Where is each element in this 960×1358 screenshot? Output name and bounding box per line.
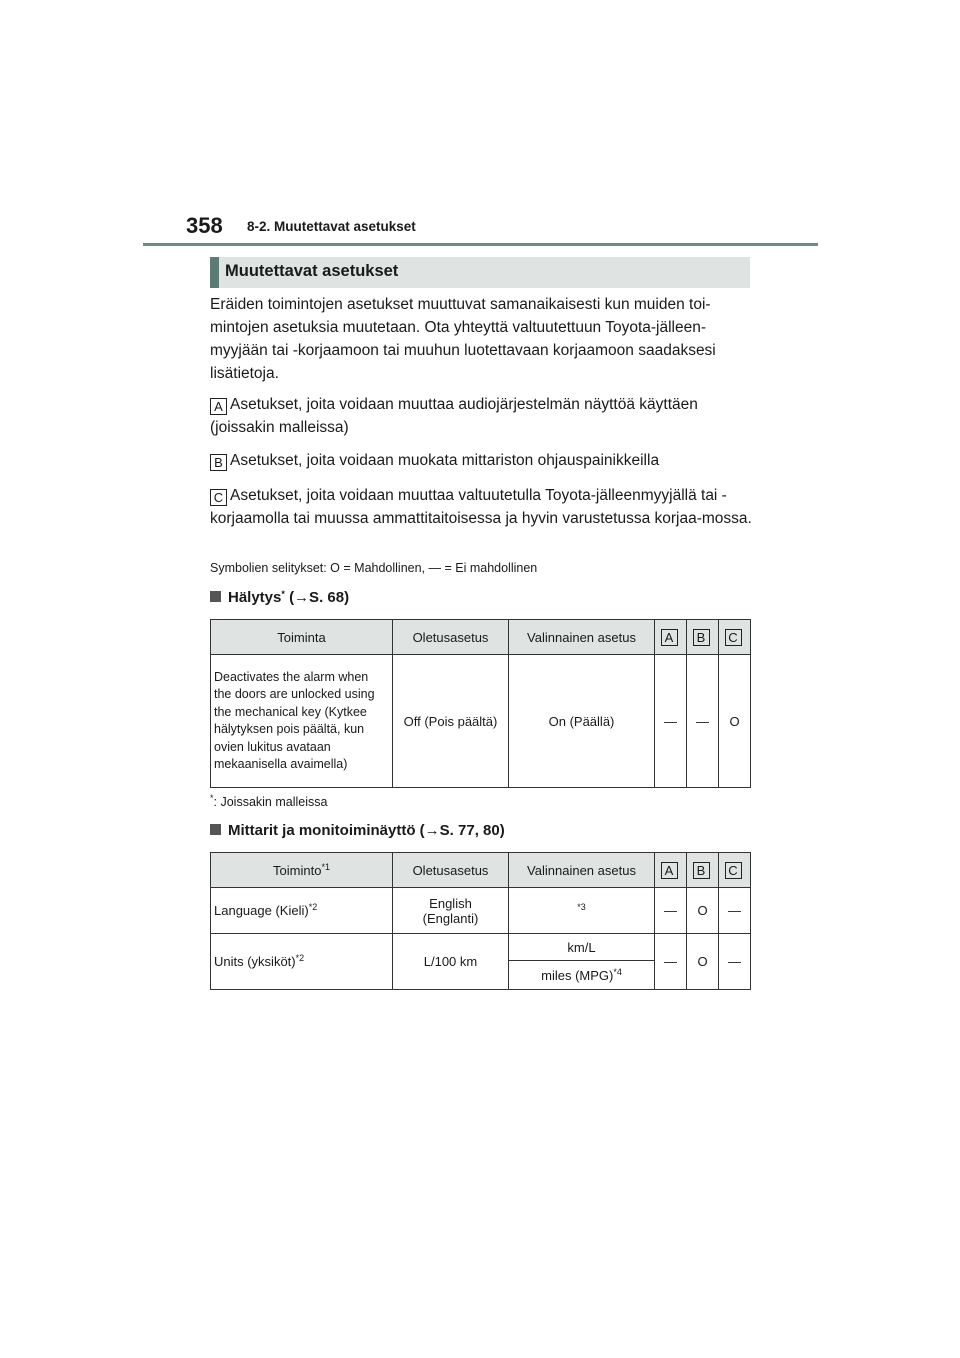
alarm-table xyxy=(210,619,751,788)
col-header-default: Oletusasetus xyxy=(393,853,509,888)
footnote-mark: * xyxy=(210,793,214,803)
cell-function: Deactivates the alarm when the doors are unlocked using the mechanical key (Kytkee hälytyksen pois päältä, kun ovien lukitus avataan mekaanisella avaimella) xyxy=(211,655,393,788)
col-header-b xyxy=(687,853,719,888)
legend-text-b: Asetukset, joita voidaan muokata mittariston ohjauspainikkeilla xyxy=(230,452,660,469)
col-header-default: Oletusasetus xyxy=(393,620,509,655)
cell-a: — xyxy=(655,655,687,788)
legend-item-a xyxy=(210,393,755,439)
cell-optional-sup: *3 xyxy=(577,902,586,912)
table-row-language xyxy=(211,888,751,934)
cell-function-sup: *2 xyxy=(295,953,305,963)
meter-heading-text: Mittarit ja monitoiminäyttö xyxy=(228,822,416,839)
cell-a: — xyxy=(655,934,687,990)
cell-optional-2-sup: *4 xyxy=(613,966,622,977)
cell-optional-2 xyxy=(509,961,655,990)
badge-a: A xyxy=(661,629,678,646)
col-header-b xyxy=(687,620,719,655)
cell-optional-1: km/L xyxy=(509,934,655,961)
legend-text-a: Asetukset, joita voidaan muuttaa audiojärjestelmän näyttöä käyttäen (joissakin malleissa) xyxy=(210,396,698,436)
cell-function xyxy=(211,934,393,990)
alarm-heading-sup: * xyxy=(281,589,285,599)
cell-c: — xyxy=(719,934,751,990)
alarm-heading-ref: (→S. 68) xyxy=(289,589,350,606)
badge-b: B xyxy=(693,629,710,646)
alarm-heading xyxy=(210,589,349,606)
cell-function-text: Units (yksiköt) xyxy=(214,954,296,969)
table-header-row xyxy=(211,853,751,888)
cell-c: — xyxy=(719,888,751,934)
cell-b: O xyxy=(687,888,719,934)
section-title-bar xyxy=(210,257,750,288)
badge-a: A xyxy=(661,862,678,879)
col-header-function-text: Toiminto xyxy=(273,862,322,878)
header-rule xyxy=(143,243,818,246)
meter-heading xyxy=(210,822,505,839)
cell-b: O xyxy=(687,934,719,990)
meter-heading-ref: (→S. 77, 80) xyxy=(419,822,505,839)
badge-c: C xyxy=(210,489,227,506)
col-header-a xyxy=(655,853,687,888)
cell-optional xyxy=(509,888,655,934)
square-bullet-icon xyxy=(210,824,221,835)
cell-c: O xyxy=(719,655,751,788)
symbols-note: Symbolien selitykset: O = Mahdollinen, — = Ei mahdollinen xyxy=(210,561,538,575)
cell-optional: On (Päällä) xyxy=(509,655,655,788)
table-row-units xyxy=(211,934,751,961)
cell-function-text: Language (Kieli) xyxy=(214,903,309,918)
cell-optional-2-text: miles (MPG) xyxy=(541,967,614,983)
cell-b: — xyxy=(687,655,719,788)
square-bullet-icon xyxy=(210,591,221,602)
badge-c: C xyxy=(725,862,742,879)
footnote-text: : Joissakin malleissa xyxy=(213,795,328,809)
section-header: 8-2. Muutettavat asetukset xyxy=(247,219,416,234)
legend-item-c xyxy=(210,484,755,530)
table-header-row xyxy=(211,620,751,655)
cell-default: L/100 km xyxy=(393,934,509,990)
cell-default: English (Englanti) xyxy=(393,888,509,934)
col-header-c xyxy=(719,853,751,888)
legend-text-c: Asetukset, joita voidaan muuttaa valtuutetulla Toyota-jälleenmyyjällä tai -korjaamolla tai muussa ammattitaitoisessa ja hyvin varustetussa korjaa-mossa. xyxy=(210,487,752,527)
col-header-sup: *1 xyxy=(321,861,330,872)
col-header-c xyxy=(719,620,751,655)
cell-function xyxy=(211,888,393,934)
badge-b: B xyxy=(693,862,710,879)
page-number: 358 xyxy=(186,213,223,238)
badge-b: B xyxy=(210,454,227,471)
cell-function-sup: *2 xyxy=(308,902,318,912)
legend-item-b xyxy=(210,449,755,472)
meter-table xyxy=(210,852,751,990)
col-header-optional: Valinnainen asetus xyxy=(509,853,655,888)
cell-default: Off (Pois päältä) xyxy=(393,655,509,788)
table-row xyxy=(211,655,751,788)
alarm-footnote xyxy=(210,795,327,809)
badge-a: A xyxy=(210,398,227,415)
cell-a: — xyxy=(655,888,687,934)
alarm-heading-text: Hälytys xyxy=(228,589,282,606)
intro-paragraph: Eräiden toimintojen asetukset muuttuvat samanaikaisesti kun muiden toi-mintojen asetuksia muutetaan. Ota yhteyttä valtuutettuun Toyota-jälleen-myyjään tai -korjaamoon tai muuhun luotettavaan korjaamoon saadaksesi lisätietoja. xyxy=(210,296,716,382)
col-header-function xyxy=(211,853,393,888)
badge-c: C xyxy=(725,629,742,646)
col-header-optional: Valinnainen asetus xyxy=(509,620,655,655)
section-title: Muutettavat asetukset xyxy=(225,262,399,280)
col-header-function: Toiminta xyxy=(211,620,393,655)
col-header-a xyxy=(655,620,687,655)
